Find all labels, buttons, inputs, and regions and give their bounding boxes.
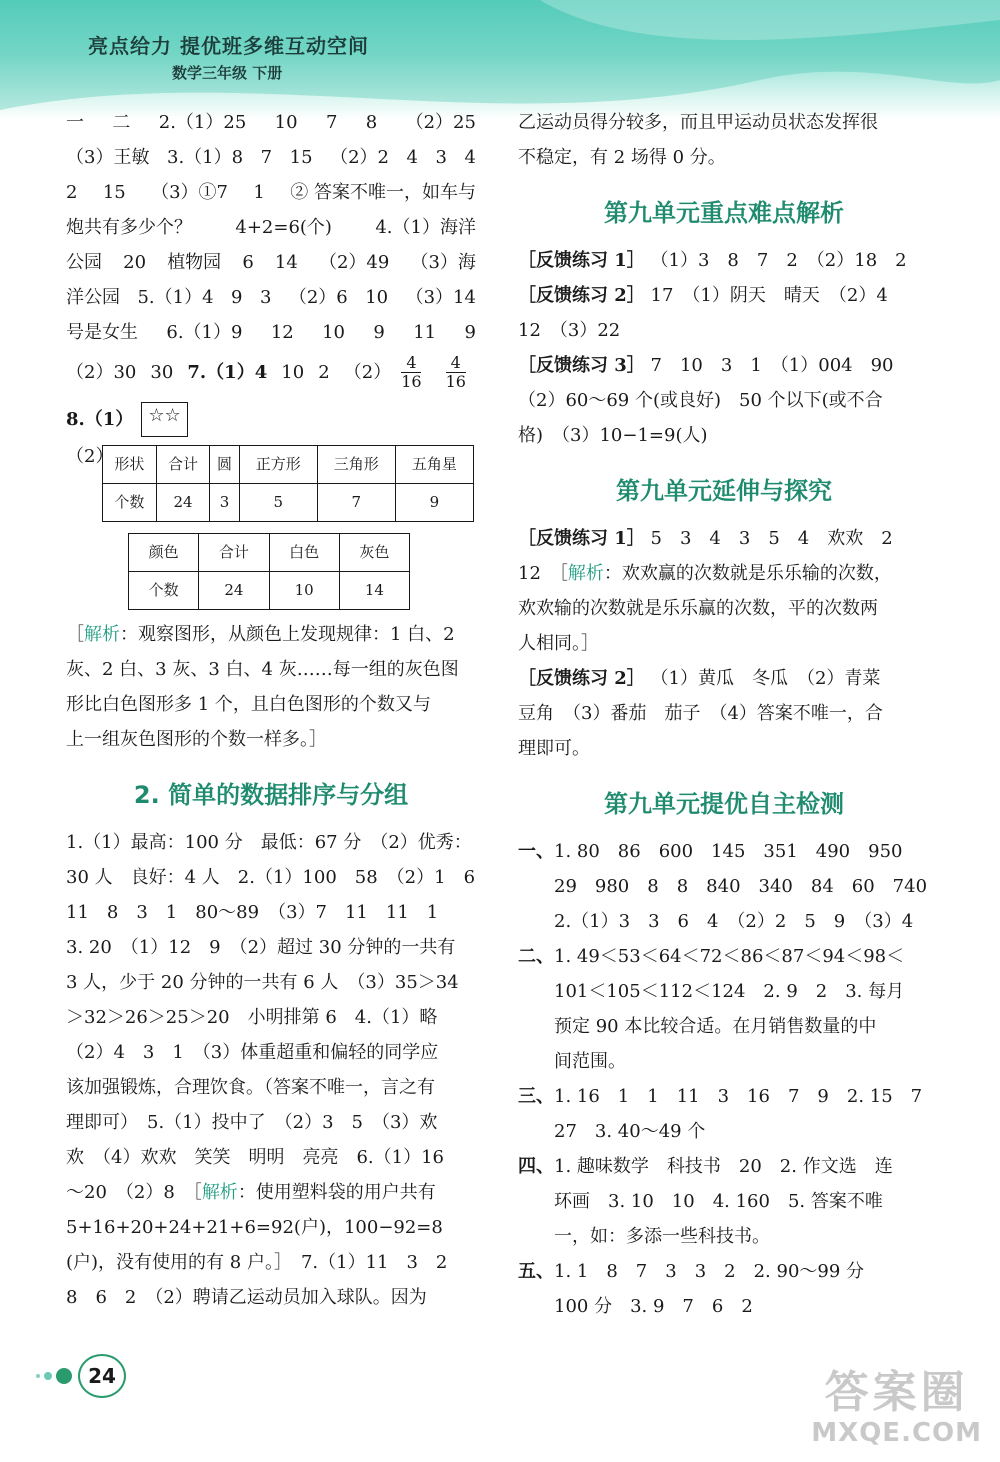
answer-text: 27 3. 40～49 个 — [554, 1121, 706, 1142]
section-title: 第九单元重点难点解析 — [604, 199, 844, 227]
text: ～20 （2）8 ［ — [66, 1182, 202, 1203]
answer-token: 10 — [274, 112, 298, 133]
text-line — [518, 556, 930, 591]
section-title: 第九单元提优自主检测 — [604, 790, 844, 818]
text-line: 乙运动员得分较多，而且甲运动员状态发挥很 — [518, 112, 878, 133]
answer-line — [66, 175, 476, 210]
part-prefix — [518, 1114, 554, 1149]
table-cell: 3 — [210, 484, 239, 522]
answer-token: 10 — [322, 322, 346, 343]
text-line — [518, 661, 930, 696]
answer-line: (户)，没有使用的有 8 户。］ 7.（1）11 3 2 — [66, 1252, 448, 1273]
answer-line-fractions — [66, 350, 476, 394]
part-prefix — [518, 869, 554, 904]
answer-line — [66, 210, 476, 245]
part-prefix — [518, 1184, 554, 1219]
exercise-label: ［反馈练习 2］ — [518, 285, 645, 306]
section-9c-answers — [518, 834, 930, 1324]
answer-line — [518, 1044, 930, 1079]
answer-token: 4.（1）海洋 — [375, 217, 476, 238]
exercise-label: ［反馈练习 3］ — [518, 355, 645, 376]
text: （2）30 — [66, 361, 137, 383]
watermark-text: 答案圈 — [824, 1367, 969, 1418]
answer-line — [518, 313, 930, 348]
answer-token: 3 — [435, 147, 447, 168]
answer-line: 5+16+20+24+21+6=92(户)，100−92=8 — [66, 1217, 443, 1238]
denominator: 16 — [401, 371, 422, 391]
answer-text: 29 980 8 8 840 340 84 60 740 — [554, 876, 928, 897]
answer-token: 10 — [365, 287, 389, 308]
question-8-label: 8.（1） — [66, 409, 134, 430]
part-prefix — [518, 1044, 554, 1079]
answer-text: 预定 90 本比较合适。在月销售数量的中 — [554, 1016, 877, 1037]
answer-text: 1. 趣味数学 科技书 20 2. 作文选 连 — [554, 1156, 893, 1177]
answer-line — [518, 1289, 930, 1324]
answer-text: 101＜105＜112＜124 2. 9 2 3. 每月 — [554, 981, 905, 1002]
answer-text: 格) （3）10−1=9(人) — [518, 425, 708, 446]
answer-token: 9 — [373, 322, 385, 343]
question-8-2 — [66, 445, 476, 527]
part-prefix — [518, 1219, 554, 1254]
answer-line — [518, 1149, 930, 1184]
part-prefix: 一、 — [518, 841, 554, 862]
answer-text: （2）60～69 个(或良好) 50 个以下(或不合 — [518, 390, 883, 411]
text: （2） — [343, 361, 392, 383]
text: 10 — [281, 361, 305, 383]
answer-text: 1. 49＜53＜64＜72＜86＜87＜94＜98＜ — [554, 946, 905, 967]
answer-line — [518, 939, 930, 974]
answer-line: 3 人，少于 20 分钟的一共有 6 人 （3）35＞34 — [66, 972, 459, 993]
answer-token: （2）6 — [288, 287, 348, 308]
note-line: 形比白色图形多 1 个，且白色图形的个数又与 — [66, 694, 431, 715]
answer-line: 11 8 3 1 80～89 （3）7 11 11 1 — [66, 902, 439, 923]
answer-line — [518, 418, 930, 453]
answer-token: （2）49 — [318, 252, 390, 273]
answer-text: 2.（1）3 3 6 4 （2）2 5 9 （3）4 — [554, 911, 914, 932]
answer-line — [518, 974, 930, 1009]
answer-line — [518, 1184, 930, 1219]
table-cell: 9 — [395, 484, 473, 522]
answer-token: （2）2 — [330, 147, 389, 168]
answer-token: ② 答案不唯一，如车与 — [290, 182, 476, 203]
answer-token: 2.（1）25 — [158, 112, 247, 133]
answer-token: 14 — [274, 252, 298, 273]
table-cell: 合计 — [156, 446, 210, 484]
answer-line — [518, 1009, 930, 1044]
answer-line — [66, 315, 476, 350]
answer-token: 9 — [231, 287, 243, 308]
question-7: 7.（1）4 — [187, 361, 268, 383]
answer-token: 3.（1）8 — [167, 147, 244, 168]
answer-token: 2 — [66, 182, 78, 203]
answer-line — [518, 348, 930, 383]
text: （1）黄瓜 冬瓜 （2）青菜 — [650, 668, 881, 689]
answer-text: 17 （1）阴天 晴天 （2）4 — [650, 285, 888, 306]
exercise-label: ［反馈练习 1］ — [518, 528, 645, 549]
part-prefix — [518, 1009, 554, 1044]
answer-line: 该加强锻炼，合理饮食。（答案不唯一，言之有 — [66, 1077, 435, 1098]
answer-token: 5.（1）4 — [137, 287, 214, 308]
table-cell: 灰色 — [339, 534, 409, 572]
answer-token: 洋公园 — [66, 287, 120, 308]
table-cell: 合计 — [199, 534, 269, 572]
exercise-label: ［反馈练习 1］ — [518, 250, 645, 271]
note-line: 灰、2 白、3 灰、3 白、4 灰……每一组的灰色图 — [66, 659, 459, 680]
answer-text: 7 10 3 1 （1）004 90 — [650, 355, 894, 376]
color-table-wrap — [66, 533, 476, 613]
answer-token: 1 — [253, 182, 265, 203]
exercise-label: ［反馈练习 2］ — [518, 668, 645, 689]
answer-line — [518, 278, 930, 313]
part-prefix — [518, 1289, 554, 1324]
note-line: 上一组灰色图形的个数一样多。］ — [66, 729, 327, 750]
answer-line — [66, 280, 476, 315]
answer-text: 1. 16 1 1 11 3 16 7 9 2. 15 7 — [554, 1086, 923, 1107]
watermark-url: MXQE.COM — [811, 1418, 982, 1448]
right-column — [518, 105, 930, 1324]
answer-line — [66, 245, 476, 280]
table-cell: 24 — [199, 572, 269, 610]
answer-token: 12 — [270, 322, 294, 343]
answer-text: （1）3 8 7 2 （2）18 2 — [650, 250, 907, 271]
answer-token: （3）海 — [410, 252, 476, 273]
answer-line: 30 人 良好：4 人 2.（1）100 58 （2）1 6 — [66, 867, 476, 888]
answer-token: 4 — [464, 147, 476, 168]
part-prefix: 三、 — [518, 1086, 554, 1107]
note-line: ［ 解析 ：观察图形，从颜色上发现规律：1 白、2 — [66, 617, 476, 652]
answer-line: ＞32＞26＞25＞20 小明排第 6 4.（1）略 — [66, 1007, 438, 1028]
numerator: 4 — [406, 352, 417, 372]
header-subtitle: 数学三年级 下册 — [172, 64, 283, 82]
denominator: 16 — [445, 371, 466, 391]
answer-line — [518, 243, 930, 278]
text-line — [518, 521, 930, 556]
answer-line — [66, 140, 476, 175]
answer-block-2 — [66, 825, 476, 1175]
decorative-dots-icon — [34, 1365, 78, 1387]
numerator: 4 — [450, 352, 461, 372]
section-title: 第九单元延伸与探究 — [616, 477, 832, 505]
part-prefix: 二、 — [518, 946, 554, 967]
star-box: ☆☆ — [141, 402, 187, 437]
answer-token: 一 — [66, 112, 84, 133]
section-9a-answers — [518, 243, 930, 453]
answer-line: 理即可） 5.（1）投中了 （2）3 5 （3）欢 — [66, 1112, 438, 1133]
answer-text: 12 （3）22 — [518, 320, 621, 341]
answer-token: 4 — [406, 147, 418, 168]
answer-text: 100 分 3. 9 7 6 2 — [554, 1296, 753, 1317]
part-prefix: 四、 — [518, 1156, 554, 1177]
answer-token: 6 — [242, 252, 254, 273]
text: ：欢欢赢的次数就是乐乐输的次数， — [603, 563, 892, 584]
text: 2 — [318, 361, 330, 383]
text: 30 — [150, 361, 174, 383]
part-prefix — [518, 904, 554, 939]
answer-token: （2）25 — [405, 112, 476, 133]
question-8-1 — [66, 402, 476, 437]
color-count-table — [128, 533, 410, 610]
note-tag: 解析 — [201, 1182, 238, 1203]
note-1 — [66, 617, 476, 757]
table-cell: 五角星 — [395, 446, 473, 484]
answer-line: 3. 20 （1）12 9 （2）超过 30 分钟的一共有 — [66, 937, 456, 958]
answer-line — [66, 105, 476, 140]
table-cell: 正方形 — [239, 446, 317, 484]
note-tag: 解析 — [84, 624, 120, 645]
table-cell: 三角形 — [317, 446, 395, 484]
fraction-1 — [401, 354, 421, 391]
answer-token: 炮共有多少个？ — [66, 217, 192, 238]
shape-count-table — [102, 445, 474, 522]
table-cell: 形状 — [103, 446, 157, 484]
answer-token: 植物园 — [167, 252, 222, 273]
table-cell: 颜色 — [129, 534, 199, 572]
answer-text: 环画 3. 10 10 4. 160 5. 答案不唯 — [554, 1191, 883, 1212]
table-cell: 个数 — [129, 572, 199, 610]
answer-line — [518, 869, 930, 904]
fraction-2 — [446, 354, 466, 391]
answer-line — [518, 383, 930, 418]
answer-token: 7 — [325, 112, 338, 133]
answer-text: 间范围。 — [554, 1051, 626, 1072]
table-cell: 14 — [339, 572, 409, 610]
left-column — [66, 105, 476, 1315]
page-number: 24 — [78, 1354, 126, 1398]
answer-line: 8 6 2 （2）聘请乙运动员加入球队。因为 — [66, 1287, 427, 1308]
answer-token: 公园 — [66, 252, 102, 273]
answer-text: 1. 80 86 600 145 351 490 950 — [554, 841, 903, 862]
answer-line — [518, 1219, 930, 1254]
text-line: 不稳定，有 2 场得 0 分。 — [518, 147, 726, 168]
table-cell: 7 — [317, 484, 395, 522]
table-cell: 个数 — [103, 484, 157, 522]
answer-token: 6.（1）9 — [166, 322, 243, 343]
note-line — [66, 1175, 476, 1210]
answer-token: 二 — [112, 112, 131, 133]
part-prefix: 五、 — [518, 1261, 554, 1282]
text: ：使用塑料袋的用户共有 — [237, 1182, 436, 1203]
text-line: 人相同。］ — [518, 633, 599, 654]
answer-token: （3）王敏 — [66, 147, 150, 168]
answer-line — [518, 834, 930, 869]
section-title: 2. 简单的数据排序与分组 — [133, 781, 409, 809]
header-title: 亮点给力 提优班多维互动空间 — [88, 34, 369, 58]
table-cell: 24 — [156, 484, 210, 522]
table-cell: 10 — [269, 572, 339, 610]
answer-line — [518, 1254, 930, 1289]
answer-text: 1. 1 8 7 3 3 2 2. 90～99 分 — [554, 1261, 865, 1282]
answer-line: （2）4 3 1 （3）体重超重和偏轻的同学应 — [66, 1042, 439, 1063]
answer-token: 20 — [123, 252, 147, 273]
answer-line: 1.（1）最高：100 分 最低：67 分 （2）优秀： — [66, 832, 472, 853]
answer-token: 4+2=6(个) — [235, 217, 332, 238]
answer-line: 欢 （4）欢欢 笑笑 明明 亮亮 6.（1）16 — [66, 1147, 444, 1168]
answer-token: 9 — [464, 322, 476, 343]
text: 12 ［ — [518, 563, 568, 584]
answer-token: 8 — [365, 112, 378, 133]
answer-token: 11 — [413, 322, 437, 343]
answer-token: 15 — [289, 147, 313, 168]
part-prefix — [518, 974, 554, 1009]
text-line: 理即可。 — [518, 738, 590, 759]
answer-line — [518, 1079, 930, 1114]
answer-line — [518, 904, 930, 939]
answer-token: 15 — [102, 182, 126, 203]
text: 5 3 4 3 5 4 欢欢 2 — [650, 528, 893, 549]
answer-token: 号是女生 — [66, 322, 138, 343]
answer-block-3 — [66, 1210, 476, 1315]
table-cell: 圆 — [210, 446, 239, 484]
note-text: ：观察图形，从颜色上发现规律：1 白、2 — [120, 624, 455, 645]
watermark-logo — [811, 1368, 982, 1448]
answer-token: 3 — [259, 287, 272, 308]
answer-text: 一，如：多添一些科技书。 — [554, 1226, 770, 1247]
answer-line — [518, 1114, 930, 1149]
answer-token: （3）14 — [405, 287, 476, 308]
table-cell: 5 — [239, 484, 317, 522]
answer-token: （3）①7 — [151, 182, 229, 203]
answer-token: 7 — [260, 147, 273, 168]
answer-block-1 — [66, 105, 476, 350]
text-line: 欢欢输的次数就是乐乐赢的次数，平的次数两 — [518, 598, 878, 619]
table-cell: 白色 — [269, 534, 339, 572]
text-line: 豆角 （3）番茄 茄子 （4）答案不唯一，合 — [518, 703, 883, 724]
question-8-2-label: （2） — [66, 446, 114, 467]
note-tag: 解析 — [567, 563, 604, 584]
